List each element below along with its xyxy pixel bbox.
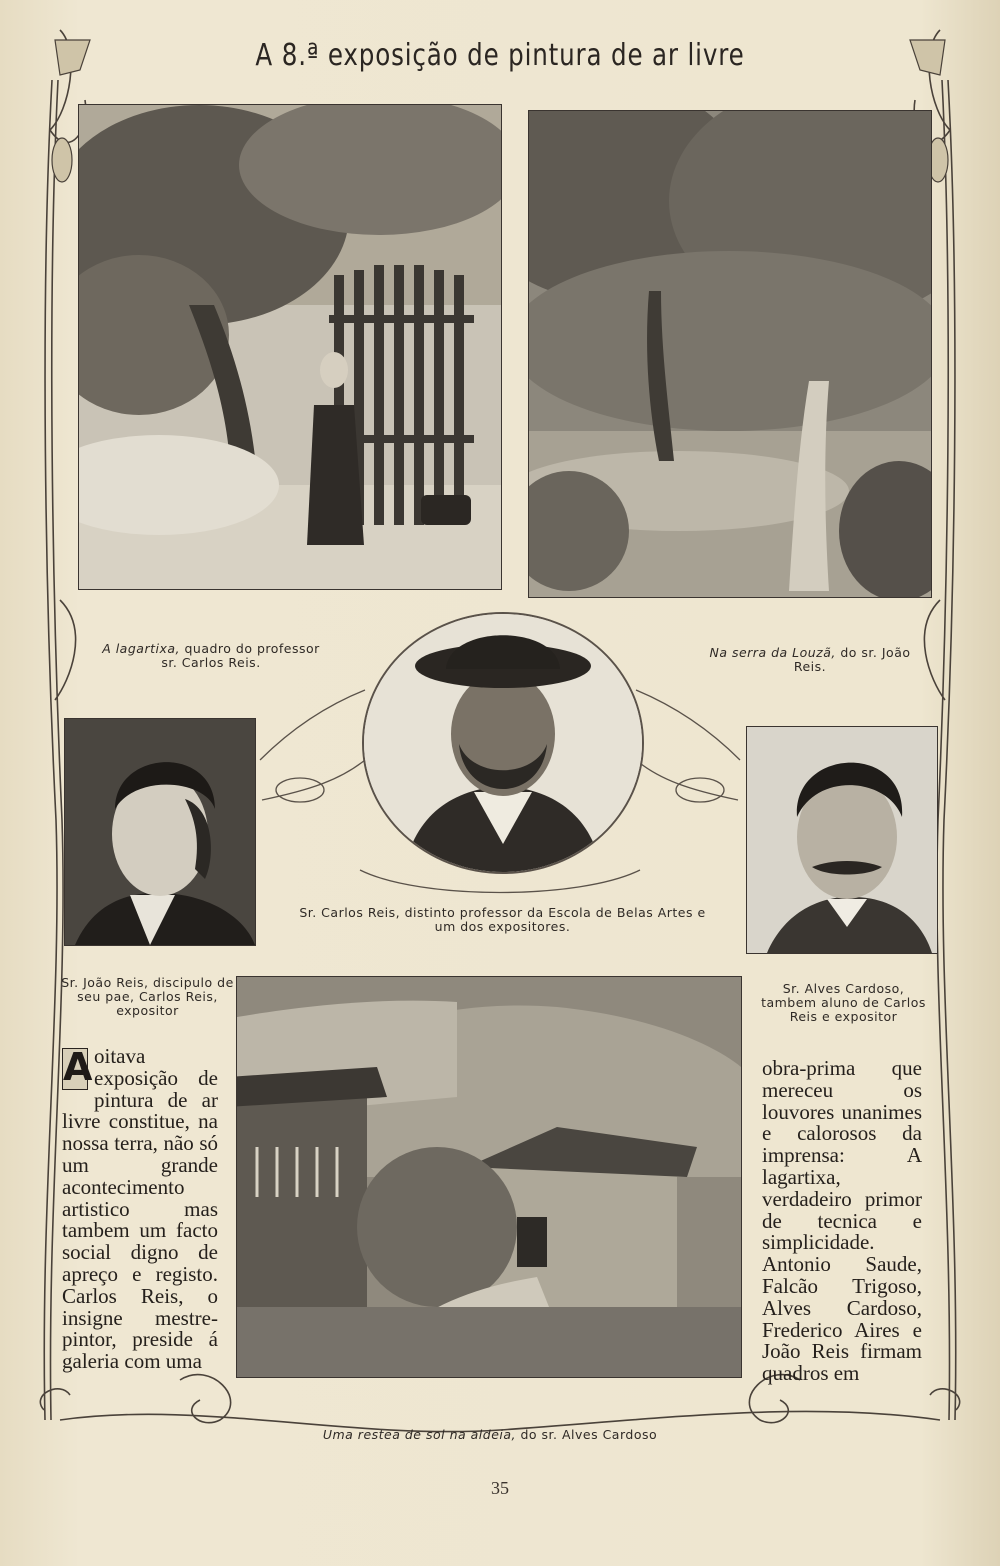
caption-joao-reis: Sr. João Reis, discipulo de seu pae, Carlos Reis, expositor bbox=[61, 975, 234, 1018]
painting-na-serra-da-louza bbox=[528, 110, 932, 598]
portrait-carlos-reis bbox=[362, 612, 644, 874]
portrait-alves-cardoso bbox=[746, 726, 938, 954]
article-right-column bbox=[762, 1058, 922, 1385]
caption-alves-cardoso: Sr. Alves Cardoso, tambem aluno de Carlos Reis e expositor bbox=[761, 981, 926, 1024]
caption-na-serra-da-louza: Na serra da Louzã, do sr. João Reis. bbox=[709, 645, 911, 674]
article-left-text: oitava exposição de pintura de ar livre constitue, na nossa terra, não só um grande acontecimento artistico mas tambem um facto social digno de apreço e registo. Carlos Reis, o insigne mestre-pintor, preside á galeria com uma bbox=[62, 1044, 218, 1374]
article-right-text: obra-prima que mereceu os louvores unanimes e calorosos da imprensa: A lagartixa, verdadeiro primor de tecnica e simplicidade. Antonio Saude, Falcão Trigoso, Alves Cardoso, Frederico Aires e João Reis firmam quadros em bbox=[762, 1056, 922, 1386]
page-title: A 8.ª exposição de pintura de ar livre bbox=[255, 38, 745, 73]
caption-a-lagartixa: A lagartixa, quadro do professor sr. Carlos Reis. bbox=[102, 641, 320, 670]
caption-uma-restea-de-sol: Uma restea de sol na aldeia, do sr. Alves Cardoso bbox=[322, 1427, 658, 1442]
drop-cap: A bbox=[63, 1045, 93, 1089]
article-left-column bbox=[62, 1046, 218, 1373]
painting-uma-restea-de-sol bbox=[236, 976, 742, 1378]
caption-carlos-reis: Sr. Carlos Reis, distinto professor da Escola de Belas Artes e um dos expositores. bbox=[299, 905, 706, 934]
page-number: 35 bbox=[491, 1478, 509, 1498]
portrait-joao-reis bbox=[64, 718, 256, 946]
painting-a-lagartixa bbox=[78, 104, 502, 590]
